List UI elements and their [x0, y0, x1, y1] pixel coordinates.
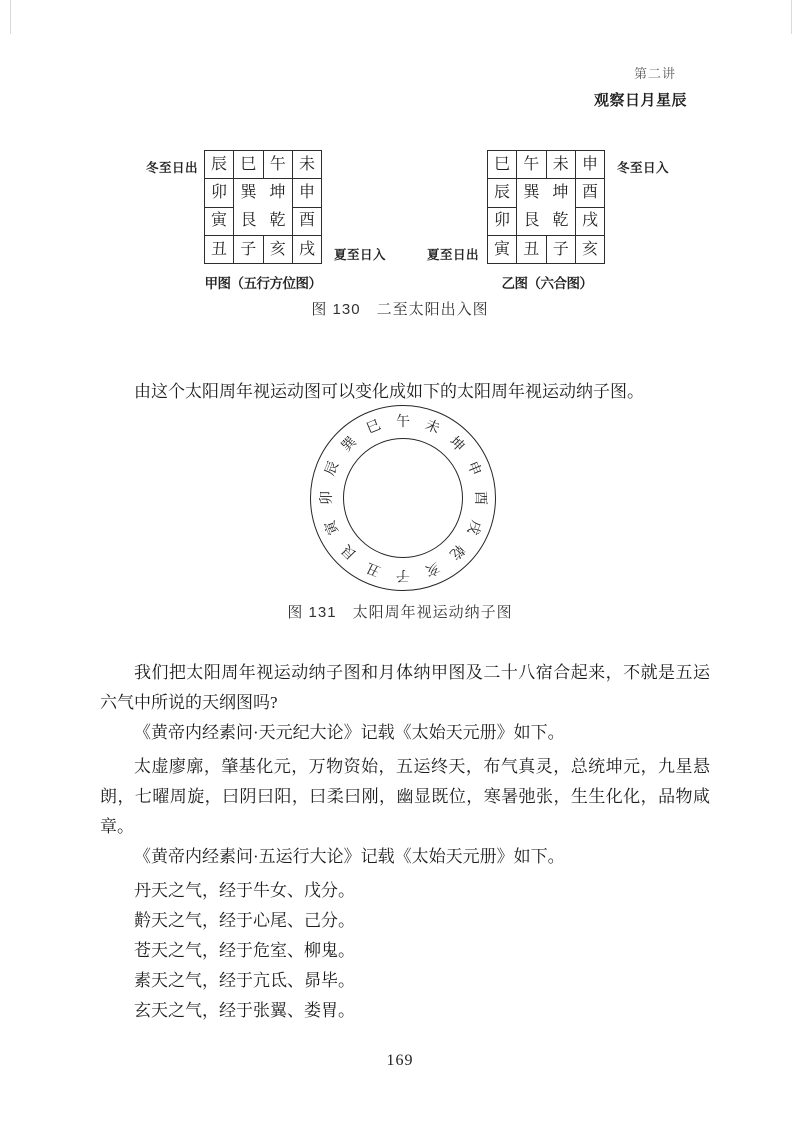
quote-line: 素天之气，经于亢氐、昴毕。: [134, 971, 355, 990]
ring-character: 艮: [339, 541, 360, 562]
ring-character: 酉: [471, 491, 487, 505]
grid-diagram-jia: [204, 150, 322, 264]
ring-character: 丑: [364, 558, 384, 578]
body-text: [100, 658, 710, 1026]
grid-center-character: 乾: [552, 212, 569, 229]
scan-edge-artifact: [791, 0, 792, 34]
figure-130-caption: 图 130 二至太阳出入图: [311, 301, 489, 318]
figure-130: [0, 150, 800, 295]
label-summer-solstice-sunrise: 夏至日出: [426, 248, 479, 262]
figure-131-caption: 图 131 太阳周年视运动纳子图: [287, 604, 513, 621]
quote-line: 黅天之气，经于心尾、己分。: [134, 911, 355, 930]
scan-edge-artifact: [10, 0, 11, 34]
paragraph: 我们把太阳周年视运动纳子图和月体纳甲图及二十八宿合起来，不就是五运六气中所说的天纲图吗?: [100, 663, 710, 712]
grid-cell: 寅: [488, 236, 517, 264]
grid-cell: 申: [576, 151, 605, 179]
paragraph: 《黄帝内经素问·天元纪大论》记载《太始天元册》如下。: [134, 723, 565, 742]
grid-cell: 未: [293, 151, 322, 179]
grid-cell: 丑: [517, 236, 547, 264]
grid-center-cell: [234, 179, 293, 236]
grid-cell: 酉: [293, 207, 322, 236]
grid-cell: 丑: [205, 236, 234, 264]
label-winter-solstice-sunrise: 冬至日出: [145, 161, 198, 175]
grid-cell: 子: [234, 236, 264, 264]
grid-center-character: 巽: [240, 184, 257, 201]
grid-cell: 申: [293, 179, 322, 208]
grid-cell: 亥: [576, 236, 605, 264]
running-head-section: 观察日月星辰: [593, 92, 687, 109]
ring-character: 子: [396, 566, 410, 582]
grid-cell: 子: [546, 236, 576, 264]
grid-cell: 卯: [488, 207, 517, 236]
grid-jia-caption: 甲图（五行方位图）: [204, 276, 322, 291]
label-winter-solstice-sunset: 冬至日入: [617, 161, 670, 175]
ring-character: 戌: [463, 517, 483, 537]
ring-character: 未: [422, 418, 442, 438]
label-summer-solstice-sunset: 夏至日入: [334, 248, 387, 262]
grid-diagram-yi: [487, 150, 605, 264]
grid-cell: 巳: [234, 151, 264, 179]
grid-cell: 午: [517, 151, 547, 179]
ring-character: 申: [463, 459, 483, 479]
ring-character: 亥: [422, 558, 442, 578]
grid-cell: 戌: [293, 236, 322, 264]
ring-diagram: [310, 405, 496, 591]
running-head-chapter: 第二讲: [633, 66, 676, 81]
ring-character: 乾: [446, 541, 467, 562]
paragraph: 太虚廖廓，肇基化元，万物资始，五运终天，布气真灵，总统坤元，九星悬朗，七曜周旋，曰阴曰阳，曰柔曰刚，幽显既位，寒暑弛张，生生化化，品物咸章。: [100, 757, 710, 836]
grid-center-cell: [517, 179, 576, 236]
ring-character: 寅: [323, 517, 343, 537]
page-number: 169: [386, 1052, 414, 1069]
quote-line: 丹天之气，经于牛女、戊分。: [134, 881, 355, 900]
ring-character: 巽: [339, 434, 360, 455]
grid-cell: 巳: [488, 151, 517, 179]
quote-block: [100, 876, 710, 1026]
ring-character: 卯: [319, 491, 335, 505]
ring-inner-circle: [343, 438, 463, 558]
ring-character: 辰: [323, 459, 343, 479]
quote-line: 苍天之气，经于危室、柳鬼。: [134, 941, 355, 960]
ring-character: 坤: [446, 434, 467, 455]
grid-cell: 戌: [576, 207, 605, 236]
grid-cell: 寅: [205, 207, 234, 236]
grid-cell: 亥: [263, 236, 293, 264]
grid-center-character: 坤: [552, 184, 569, 201]
quote-line: 玄天之气，经于张翼、娄胃。: [134, 1001, 355, 1020]
grid-center-character: 乾: [269, 212, 286, 229]
grid-cell: 未: [546, 151, 576, 179]
grid-yi-caption: 乙图（六合图）: [501, 276, 593, 291]
paragraph: 《黄帝内经素问·五运行大论》记载《太始天元册》如下。: [134, 847, 565, 866]
grid-center-character: 艮: [523, 212, 540, 229]
grid-center-character: 巽: [523, 184, 540, 201]
grid-cell: 酉: [576, 179, 605, 208]
grid-center-character: 艮: [240, 212, 257, 229]
grid-cell: 卯: [205, 179, 234, 208]
grid-center-character: 坤: [269, 184, 286, 201]
intro-paragraph: 由这个太阳周年视运动图可以变化成如下的太阳周年视运动纳子图。: [134, 382, 644, 401]
grid-cell: 辰: [488, 179, 517, 208]
grid-cell: 辰: [205, 151, 234, 179]
grid-cell: 午: [263, 151, 293, 179]
ring-character: 巳: [364, 418, 384, 438]
ring-character: 午: [396, 414, 410, 430]
